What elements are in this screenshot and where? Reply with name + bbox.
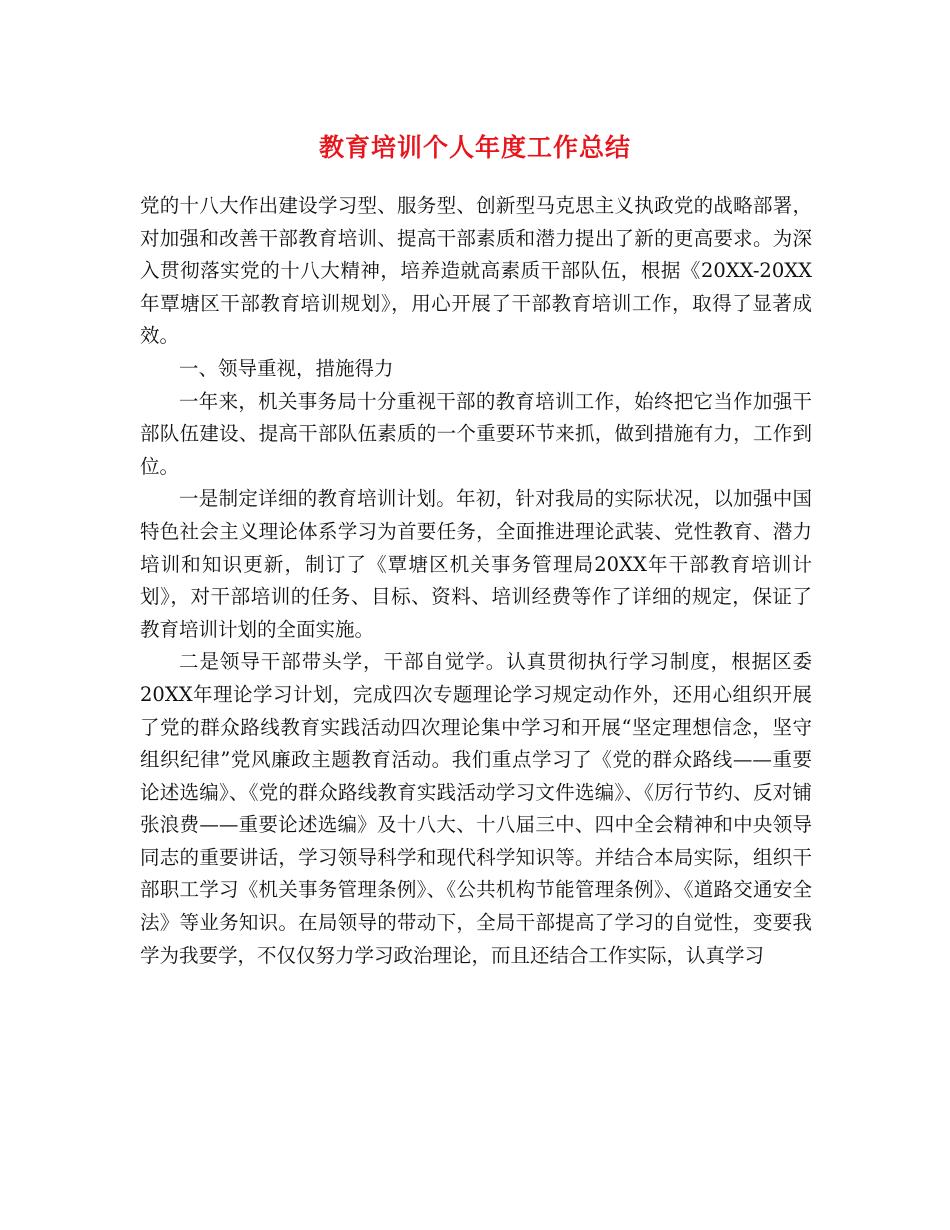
document-body bbox=[140, 190, 812, 972]
intro-paragraph: 党的十八大作出建设学习型、服务型、创新型马克思主义执政党的战略部署，对加强和改善干部教育培训、提高干部素质和潜力提出了新的更高要求。为深入贯彻落实党的十八大精神，培养造就高素质干部队伍，根据《20XX-20XX年覃塘区干部教育培训规划》，用心开展了干部教育培训工作，取得了显著成效。 bbox=[140, 194, 812, 348]
body-paragraph: 二是领导干部带头学，干部自觉学。认真贯彻执行学习制度，根据区委20XX年理论学习计划，完成四次专题理论学习规定动作外，还用心组织开展了党的群众路线教育实践活动四次理论集中学习和开展“坚定理想信念，坚守组织纪律”党风廉政主题教育活动。我们重点学习了《党的群众路线——重要论述选编》、《党的群众路线教育实践活动学习文件选编》、《厉行节约、反对铺张浪费——重要论述选编》及十八大、十八届三中、四中全会精神和中央领导同志的重要讲话，学习领导科学和现代科学知识等。并结合本局实际，组织干部职工学习《机关事务管理条例》、《公共机构节能管理条例》、《道路交通安全法》等业务知识。在局领导的带动下，全局干部提高了学习的自觉性，变要我学为我要学，不仅仅努力学习政治理论，而且还结合工作实际，认真学习 bbox=[140, 650, 812, 967]
body-paragraph: 一是制定详细的教育培训计划。年初，针对我局的实际状况，以加强中国特色社会主义理论体系学习为首要任务，全面推进理论武装、党性教育、潜力培训和知识更新，制订了《覃塘区机关事务管理局20XX年干部教育培训计划》，对干部培训的任务、目标、资料、培训经费等作了详细的规定，保证了教育培训计划的全面实施。 bbox=[140, 487, 812, 641]
document-title: 教育培训个人年度工作总结 bbox=[318, 133, 631, 162]
body-paragraph: 一年来，机关事务局十分重视干部的教育培训工作，始终把它当作加强干部队伍建设、提高干部队伍素质的一个重要环节来抓，做到措施有力，工作到位。 bbox=[140, 389, 812, 478]
section-heading-1: 一、领导重视，措施得力 bbox=[179, 356, 394, 380]
